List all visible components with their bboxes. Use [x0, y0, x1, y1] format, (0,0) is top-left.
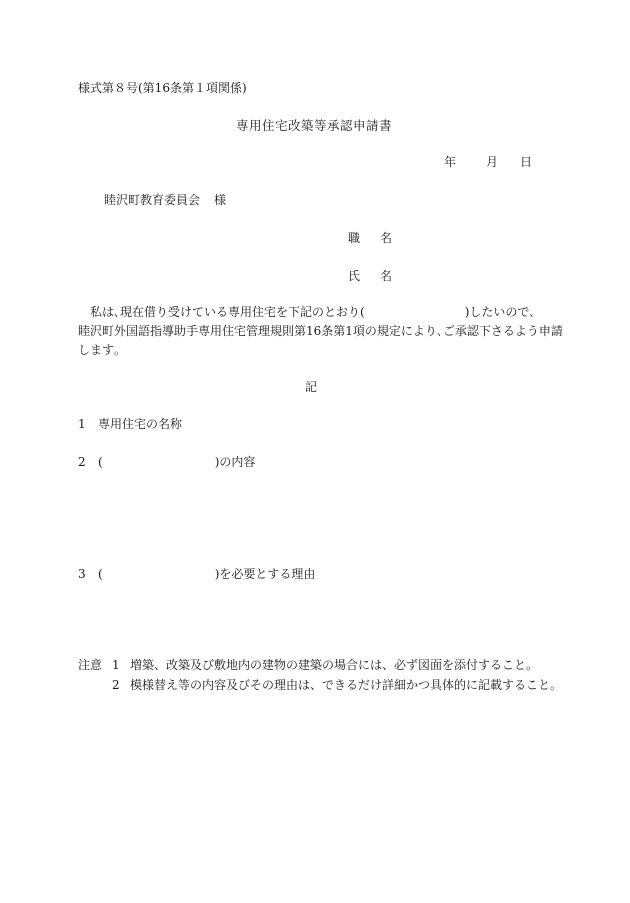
item-3-text: )を必要とする理由 [214, 567, 316, 581]
name-label-char-1: 氏 [348, 269, 361, 283]
note-2 [78, 677, 562, 693]
item-1 [78, 416, 182, 432]
item-3-number: 3 [78, 567, 86, 581]
ki-heading: 記 [305, 380, 318, 394]
addressee-name: 睦沢町教育委員会 [104, 193, 201, 207]
item-2-number: 2 [78, 455, 86, 469]
item-3-open-paren: ( [98, 567, 103, 581]
note-2-number: 2 [112, 678, 120, 692]
note-2-text: 模様替え等の内容及びその理由は、できるだけ詳細かつ具体的に記載すること。 [130, 678, 563, 692]
body-line-1 [78, 303, 553, 322]
document-title: 専用住宅改築等承認申請書 [236, 118, 393, 133]
date-line [444, 154, 532, 170]
body-line-2: 睦沢町外国語指導助手専用住宅管理規則第16条第1項の規定により､ご承認下さるよう申請 [78, 324, 563, 338]
note-1-text: 増築、改築及び敷地内の建物の建築の場合には、必ず図面を添付すること。 [130, 658, 539, 672]
note-1 [78, 657, 538, 673]
position-label-char-2: 名 [380, 231, 393, 245]
body-line-3: します｡ [78, 343, 121, 357]
body-line-1-part-b: )したいので､ [464, 305, 536, 319]
date-year-label: 年 [444, 155, 457, 169]
item-1-number: 1 [78, 417, 86, 431]
item-2-text: )の内容 [214, 455, 256, 469]
item-1-text: 専用住宅の名称 [98, 417, 183, 431]
position-label-char-1: 職 [348, 231, 361, 245]
item-2 [78, 454, 255, 470]
item-2-open-paren: ( [98, 455, 103, 469]
date-month-label: 月 [486, 155, 499, 169]
form-number: 様式第８号(第16条第１項関係) [78, 81, 247, 95]
name-field [348, 268, 392, 284]
addressee [104, 192, 226, 208]
item-3 [78, 566, 315, 582]
name-label-char-2: 名 [380, 269, 393, 283]
body-line-1-part-a: 私は､現在借り受けている専用住宅を下記のとおり( [90, 305, 365, 319]
note-1-number: 1 [112, 658, 120, 672]
position-field [348, 230, 392, 246]
application-body [78, 303, 563, 360]
notes-label: 注意 [78, 658, 103, 672]
addressee-honorific: 様 [214, 193, 227, 207]
date-day-label: 日 [520, 155, 533, 169]
